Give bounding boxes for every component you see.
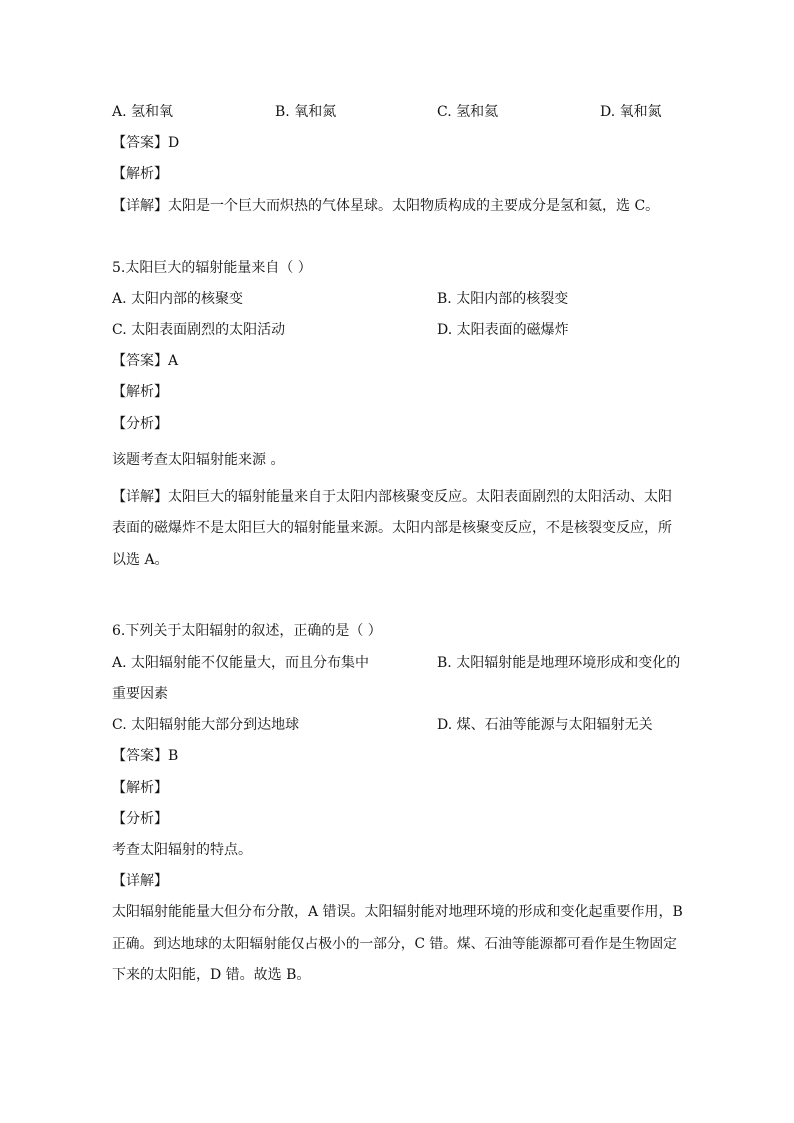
- q5-detail-line-2: 表面的磁爆炸不是太阳巨大的辐射能量来源。太阳内部是核聚变反应，不是核裂变反应，所: [112, 520, 672, 536]
- q6-analysis-text: 考查太阳辐射的特点。: [112, 842, 252, 858]
- q5-option-d: D. 太阳表面的磁爆炸: [437, 322, 569, 338]
- q6-option-d: D. 煤、石油等能源与太阳辐射无关: [437, 717, 653, 733]
- q6-analysis-heading: 【分析】: [112, 811, 168, 827]
- q4-option-b: B. 氧和氮: [275, 104, 337, 120]
- q6-detail-line-3: 下来的太阳能，D 错。故选 B。: [112, 967, 311, 983]
- q6-detail-heading: 【详解】: [112, 873, 168, 889]
- q5-answer: 【答案】A: [112, 353, 179, 369]
- q6-answer: 【答案】B: [112, 748, 179, 764]
- q6-option-a: A. 太阳辐射能不仅能量大，而且分布集中: [112, 655, 370, 671]
- q4-option-c: C. 氢和氦: [437, 104, 499, 120]
- q4-analysis-label: 【解析】: [112, 166, 168, 182]
- q5-option-c: C. 太阳表面剧烈的太阳活动: [112, 322, 286, 338]
- q5-analysis-heading: 【分析】: [112, 416, 168, 432]
- q4-detail: 【详解】太阳是一个巨大而炽热的气体星球。太阳物质构成的主要成分是氢和氦，选 C。: [112, 198, 660, 214]
- q4-answer: 【答案】D: [112, 135, 180, 151]
- q5-option-a: A. 太阳内部的核聚变: [112, 291, 244, 307]
- q5-detail-line-1: 【详解】太阳巨大的辐射能量来自于太阳内部核聚变反应。太阳表面剧烈的太阳活动、太阳: [112, 489, 672, 505]
- q5-analysis-label: 【解析】: [112, 384, 168, 400]
- q6-option-b: B. 太阳辐射能是地理环境形成和变化的: [437, 655, 681, 671]
- q6-analysis-label: 【解析】: [112, 780, 168, 796]
- q4-option-d: D. 氧和氮: [600, 104, 662, 120]
- q5-analysis-text: 该题考查太阳辐射能来源 。: [112, 452, 285, 468]
- q6-detail-line-2: 正确。到达地球的太阳辐射能仅占极小的一部分，C 错。煤、石油等能源都可看作是生物固定: [112, 936, 677, 952]
- q6-question: 6.下列关于太阳辐射的叙述，正确的是（ ）: [112, 623, 382, 639]
- q5-detail-line-3: 以选 A。: [112, 552, 169, 568]
- q6-option-c: C. 太阳辐射能大部分到达地球: [112, 717, 300, 733]
- q6-option-b-continued: 重要因素: [112, 686, 168, 702]
- q5-option-b: B. 太阳内部的核裂变: [437, 291, 569, 307]
- q4-option-a: A. 氢和氧: [112, 104, 174, 120]
- q6-detail-line-1: 太阳辐射能能量大但分布分散，A 错误。太阳辐射能对地理环境的形成和变化起重要作用，B: [112, 904, 683, 920]
- q5-question: 5.太阳巨大的辐射能量来自（ ）: [112, 260, 312, 276]
